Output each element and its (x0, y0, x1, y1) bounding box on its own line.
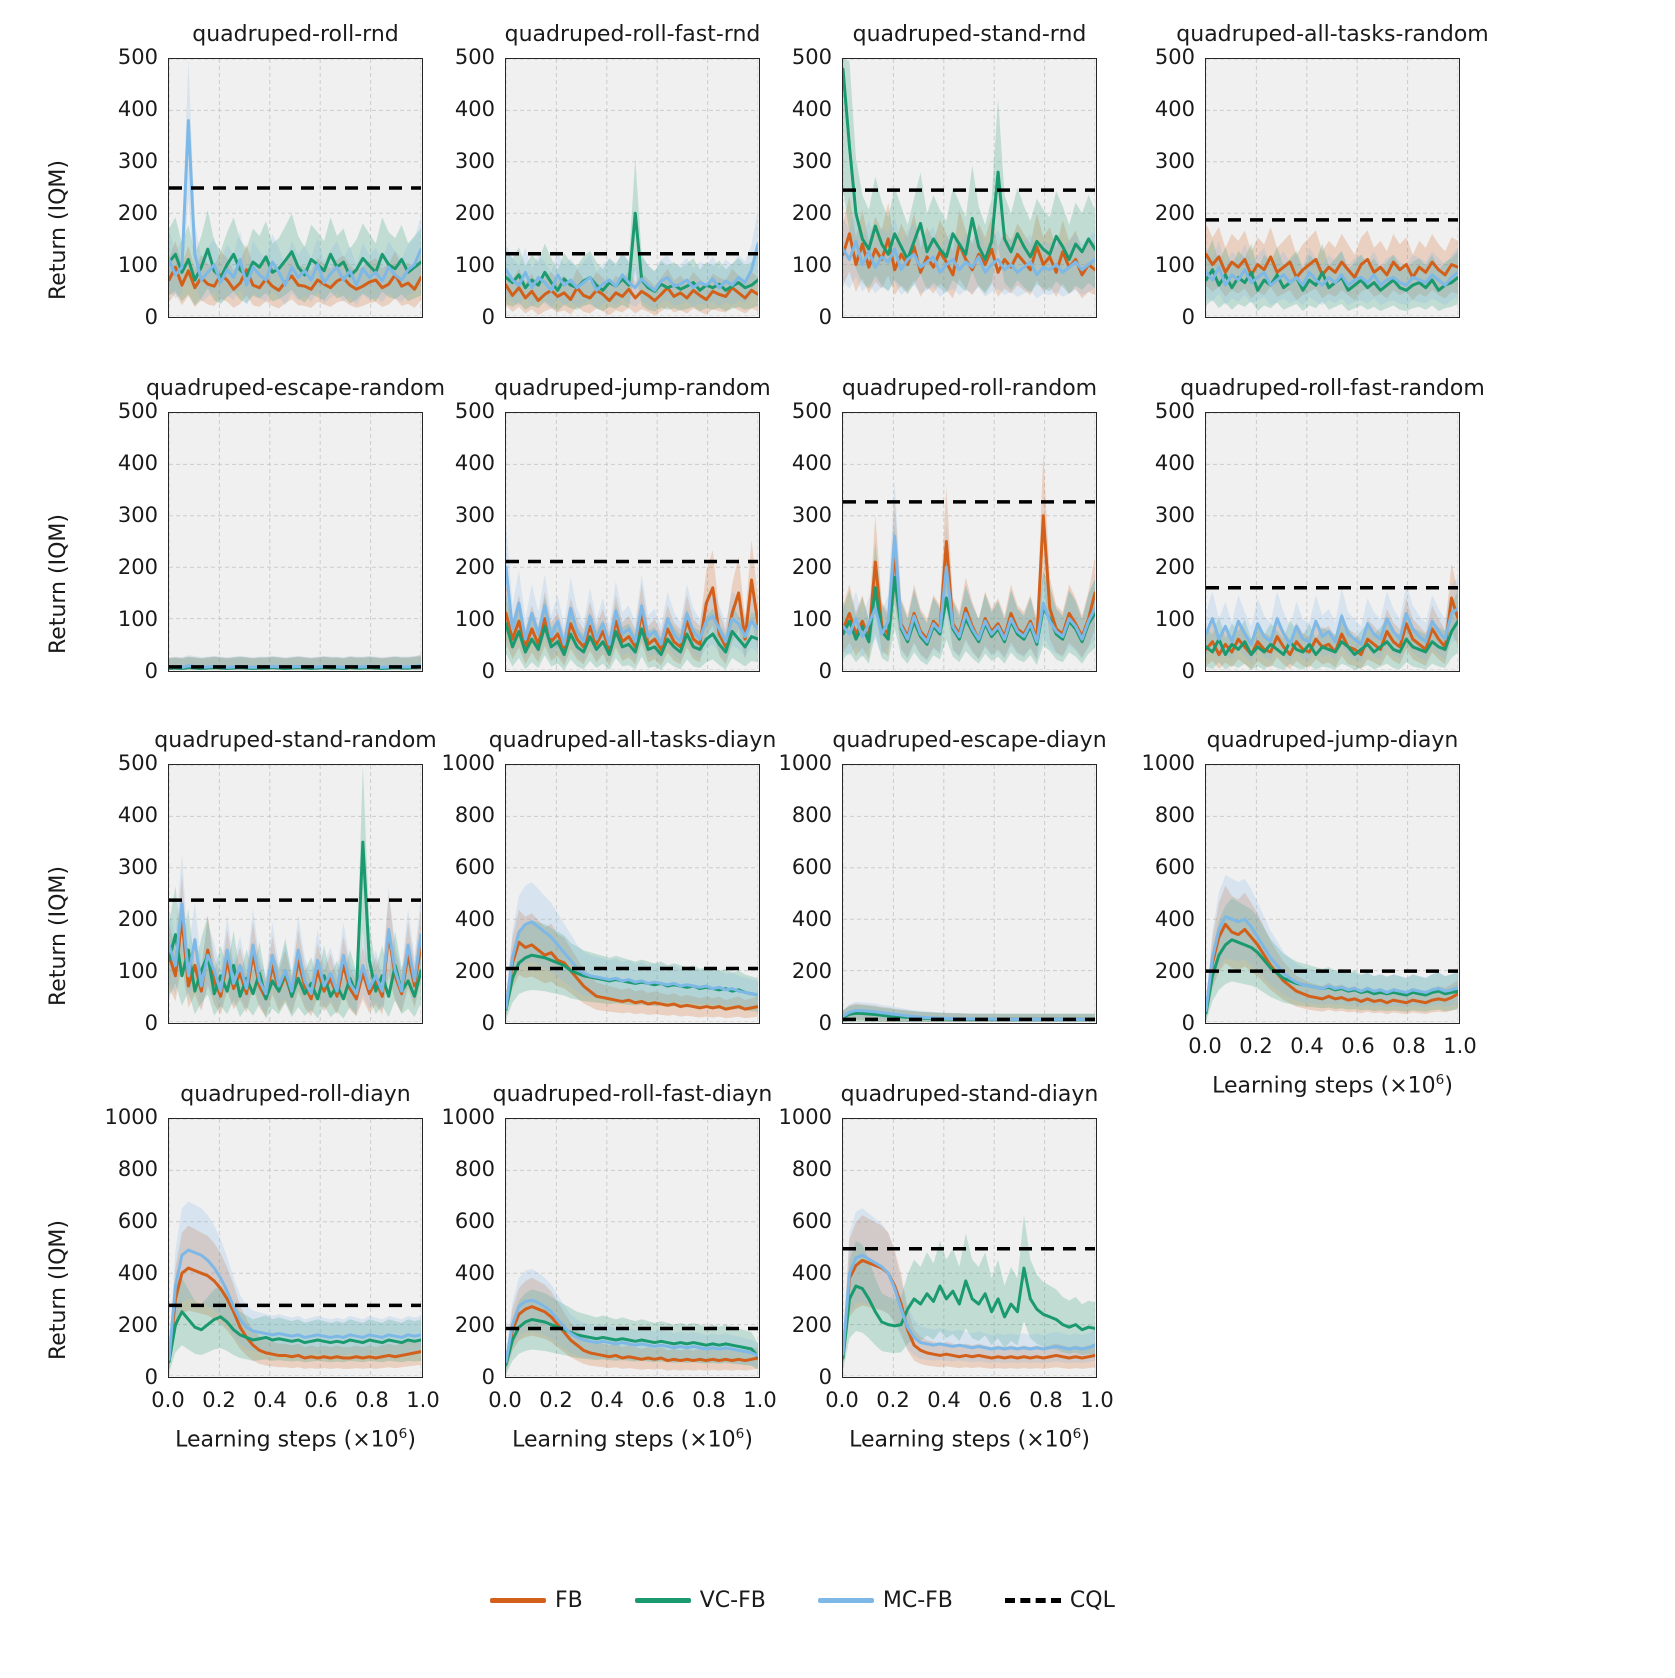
plot-svg (1206, 413, 1458, 670)
y-axis-label: Return (IQM) (46, 1220, 71, 1360)
x-axis-label: Learning steps $(\times 10^6)$ (1212, 1072, 1453, 1099)
plot-area (842, 764, 1097, 1024)
x-tick-label: 0.4 (1290, 1034, 1324, 1058)
x-axis-label: Learning steps $(\times 10^6)$ (512, 1426, 753, 1453)
panel-title: quadruped-stand-diayn (840, 1082, 1099, 1107)
y-tick-label: 300 (1154, 149, 1195, 173)
y-tick-label: 600 (791, 1209, 832, 1233)
plot-area (168, 58, 423, 318)
panel-title: quadruped-roll-fast-diayn (492, 1082, 773, 1107)
x-tick-label: 0.0 (488, 1388, 522, 1412)
y-tick-label: 0 (144, 659, 158, 683)
plot-svg (506, 765, 758, 1022)
plot-svg (1206, 59, 1458, 316)
y-tick-label: 400 (454, 451, 495, 475)
y-tick-label: 600 (1154, 855, 1195, 879)
y-tick-label: 100 (117, 607, 158, 631)
plot-svg (169, 765, 421, 1022)
legend-item-FB (490, 1588, 583, 1613)
y-tick-label: 100 (454, 607, 495, 631)
y-tick-label: 300 (454, 149, 495, 173)
y-tick-label: 400 (117, 97, 158, 121)
y-tick-label: 600 (454, 855, 495, 879)
y-tick-label: 100 (117, 959, 158, 983)
plot-svg (169, 413, 421, 670)
y-tick-label: 0 (481, 1011, 495, 1035)
legend-label: CQL (1069, 1588, 1115, 1613)
y-tick-label: 200 (791, 959, 832, 983)
panel-title: quadruped-all-tasks-random (1176, 22, 1489, 47)
y-tick-label: 1000 (441, 751, 495, 775)
y-tick-label: 500 (454, 45, 495, 69)
y-tick-label: 300 (791, 149, 832, 173)
y-tick-label: 800 (117, 1157, 158, 1181)
y-tick-label: 200 (791, 1313, 832, 1337)
y-tick-label: 0 (144, 1011, 158, 1035)
y-tick-label: 0 (144, 305, 158, 329)
x-tick-label: 1.0 (1080, 1388, 1114, 1412)
y-tick-label: 0 (481, 305, 495, 329)
plot-area (505, 1118, 760, 1378)
y-tick-label: 800 (454, 1157, 495, 1181)
x-tick-label: 0.2 (202, 1388, 236, 1412)
panel-title: quadruped-stand-random (154, 728, 437, 753)
plot-area (1205, 764, 1460, 1024)
x-tick-label: 1.0 (743, 1388, 777, 1412)
y-tick-label: 300 (791, 503, 832, 527)
plot-area (842, 1118, 1097, 1378)
y-axis-label: Return (IQM) (46, 514, 71, 654)
y-tick-label: 300 (117, 855, 158, 879)
legend-label: FB (555, 1588, 583, 1613)
legend-item-MC-FB (818, 1588, 953, 1613)
y-tick-label: 0 (481, 659, 495, 683)
confidence-band-MC-FB (506, 882, 758, 1017)
panel-title: quadruped-jump-random (494, 376, 771, 401)
y-tick-label: 400 (791, 451, 832, 475)
y-tick-label: 200 (1154, 201, 1195, 225)
y-tick-label: 200 (791, 201, 832, 225)
y-tick-label: 200 (454, 959, 495, 983)
y-tick-label: 400 (1154, 451, 1195, 475)
y-tick-label: 800 (454, 803, 495, 827)
x-axis-label: Learning steps $(\times 10^6)$ (849, 1426, 1090, 1453)
x-tick-label: 0.8 (692, 1388, 726, 1412)
y-tick-label: 400 (454, 1261, 495, 1285)
y-tick-label: 200 (1154, 959, 1195, 983)
y-tick-label: 200 (117, 1313, 158, 1337)
plot-svg (843, 765, 1095, 1022)
y-tick-label: 300 (117, 149, 158, 173)
x-tick-label: 0.6 (978, 1388, 1012, 1412)
plot-svg (506, 59, 758, 316)
y-tick-label: 400 (791, 97, 832, 121)
y-tick-label: 300 (1154, 503, 1195, 527)
legend-item-VC-FB (635, 1588, 766, 1613)
confidence-band-MC-FB (169, 59, 421, 305)
x-tick-label: 0.8 (1392, 1034, 1426, 1058)
legend-line-swatch (635, 1598, 691, 1603)
y-tick-label: 400 (791, 907, 832, 931)
x-tick-label: 0.0 (151, 1388, 185, 1412)
x-tick-label: 0.2 (876, 1388, 910, 1412)
y-tick-label: 0 (481, 1365, 495, 1389)
y-tick-label: 500 (117, 45, 158, 69)
y-tick-label: 600 (454, 1209, 495, 1233)
plot-area (168, 764, 423, 1024)
y-tick-label: 0 (818, 1365, 832, 1389)
y-tick-label: 300 (454, 503, 495, 527)
y-tick-label: 500 (1154, 45, 1195, 69)
panel-title: quadruped-escape-random (145, 376, 446, 401)
plot-area (1205, 58, 1460, 318)
legend-label: VC-FB (699, 1588, 766, 1613)
y-tick-label: 100 (791, 607, 832, 631)
x-tick-label: 0.2 (1239, 1034, 1273, 1058)
y-tick-label: 200 (117, 555, 158, 579)
y-tick-label: 1000 (104, 1105, 158, 1129)
plot-svg (843, 413, 1095, 670)
y-tick-label: 500 (117, 399, 158, 423)
legend-label: MC-FB (882, 1588, 953, 1613)
y-tick-label: 500 (791, 399, 832, 423)
y-tick-label: 200 (1154, 555, 1195, 579)
x-tick-label: 0.6 (641, 1388, 675, 1412)
legend (490, 1588, 1157, 1613)
plot-area (505, 764, 760, 1024)
plot-area (1205, 412, 1460, 672)
y-tick-label: 600 (117, 1209, 158, 1233)
plot-svg (169, 59, 421, 316)
y-tick-label: 800 (791, 803, 832, 827)
y-tick-label: 500 (117, 751, 158, 775)
panel-title: quadruped-roll-diayn (180, 1082, 411, 1107)
y-tick-label: 0 (1181, 305, 1195, 329)
y-tick-label: 400 (117, 803, 158, 827)
plot-svg (1206, 765, 1458, 1022)
y-tick-label: 100 (1154, 253, 1195, 277)
x-tick-label: 1.0 (406, 1388, 440, 1412)
plot-svg (506, 1119, 758, 1376)
y-tick-label: 100 (117, 253, 158, 277)
plot-svg (169, 1119, 421, 1376)
plot-svg (843, 59, 1095, 316)
plot-svg (506, 413, 758, 670)
x-axis-label: Learning steps $(\times 10^6)$ (175, 1426, 416, 1453)
plot-area (505, 412, 760, 672)
panel-title: quadruped-stand-rnd (852, 22, 1087, 47)
y-tick-label: 400 (1154, 907, 1195, 931)
y-tick-label: 600 (791, 855, 832, 879)
panel-title: quadruped-roll-fast-random (1180, 376, 1485, 401)
legend-line-swatch (490, 1598, 546, 1603)
legend-line-swatch (818, 1598, 874, 1603)
panel-title: quadruped-roll-rnd (192, 22, 399, 47)
y-tick-label: 500 (454, 399, 495, 423)
y-tick-label: 100 (454, 253, 495, 277)
y-tick-label: 200 (791, 555, 832, 579)
x-tick-label: 0.0 (825, 1388, 859, 1412)
panel-title: quadruped-jump-diayn (1206, 728, 1459, 753)
y-axis-label: Return (IQM) (46, 160, 71, 300)
y-tick-label: 100 (791, 253, 832, 277)
y-tick-label: 1000 (1141, 751, 1195, 775)
x-tick-label: 0.6 (1341, 1034, 1375, 1058)
y-tick-label: 300 (117, 503, 158, 527)
y-tick-label: 400 (791, 1261, 832, 1285)
plot-area (505, 58, 760, 318)
y-tick-label: 400 (1154, 97, 1195, 121)
x-tick-label: 0.8 (1029, 1388, 1063, 1412)
y-tick-label: 0 (818, 305, 832, 329)
y-tick-label: 0 (1181, 1011, 1195, 1035)
x-tick-label: 0.4 (927, 1388, 961, 1412)
x-tick-label: 0.6 (304, 1388, 338, 1412)
y-tick-label: 200 (117, 201, 158, 225)
legend-item-CQL (1005, 1588, 1115, 1613)
plot-area (168, 1118, 423, 1378)
y-tick-label: 800 (791, 1157, 832, 1181)
y-tick-label: 800 (1154, 803, 1195, 827)
legend-dash-swatch (1005, 1598, 1061, 1603)
y-tick-label: 100 (1154, 607, 1195, 631)
y-tick-label: 1000 (778, 1105, 832, 1129)
x-tick-label: 0.2 (539, 1388, 573, 1412)
y-tick-label: 400 (454, 907, 495, 931)
y-tick-label: 0 (818, 1011, 832, 1035)
y-tick-label: 400 (117, 451, 158, 475)
plot-area (168, 412, 423, 672)
y-tick-label: 1000 (778, 751, 832, 775)
y-tick-label: 400 (117, 1261, 158, 1285)
y-tick-label: 200 (117, 907, 158, 931)
y-tick-label: 0 (144, 1365, 158, 1389)
y-tick-label: 200 (454, 555, 495, 579)
y-tick-label: 200 (454, 201, 495, 225)
panel-title: quadruped-roll-fast-rnd (504, 22, 761, 47)
y-tick-label: 200 (454, 1313, 495, 1337)
y-tick-label: 400 (454, 97, 495, 121)
y-axis-label: Return (IQM) (46, 866, 71, 1006)
plot-area (842, 58, 1097, 318)
panel-title: quadruped-roll-random (841, 376, 1098, 401)
y-tick-label: 500 (791, 45, 832, 69)
x-tick-label: 0.0 (1188, 1034, 1222, 1058)
y-tick-label: 0 (818, 659, 832, 683)
plot-svg (843, 1119, 1095, 1376)
panel-title: quadruped-all-tasks-diayn (488, 728, 777, 753)
y-tick-label: 0 (1181, 659, 1195, 683)
panel-title: quadruped-escape-diayn (832, 728, 1107, 753)
x-tick-label: 0.4 (253, 1388, 287, 1412)
x-tick-label: 1.0 (1443, 1034, 1477, 1058)
plot-area (842, 412, 1097, 672)
y-tick-label: 1000 (441, 1105, 495, 1129)
x-tick-label: 0.4 (590, 1388, 624, 1412)
y-tick-label: 500 (1154, 399, 1195, 423)
x-tick-label: 0.8 (355, 1388, 389, 1412)
